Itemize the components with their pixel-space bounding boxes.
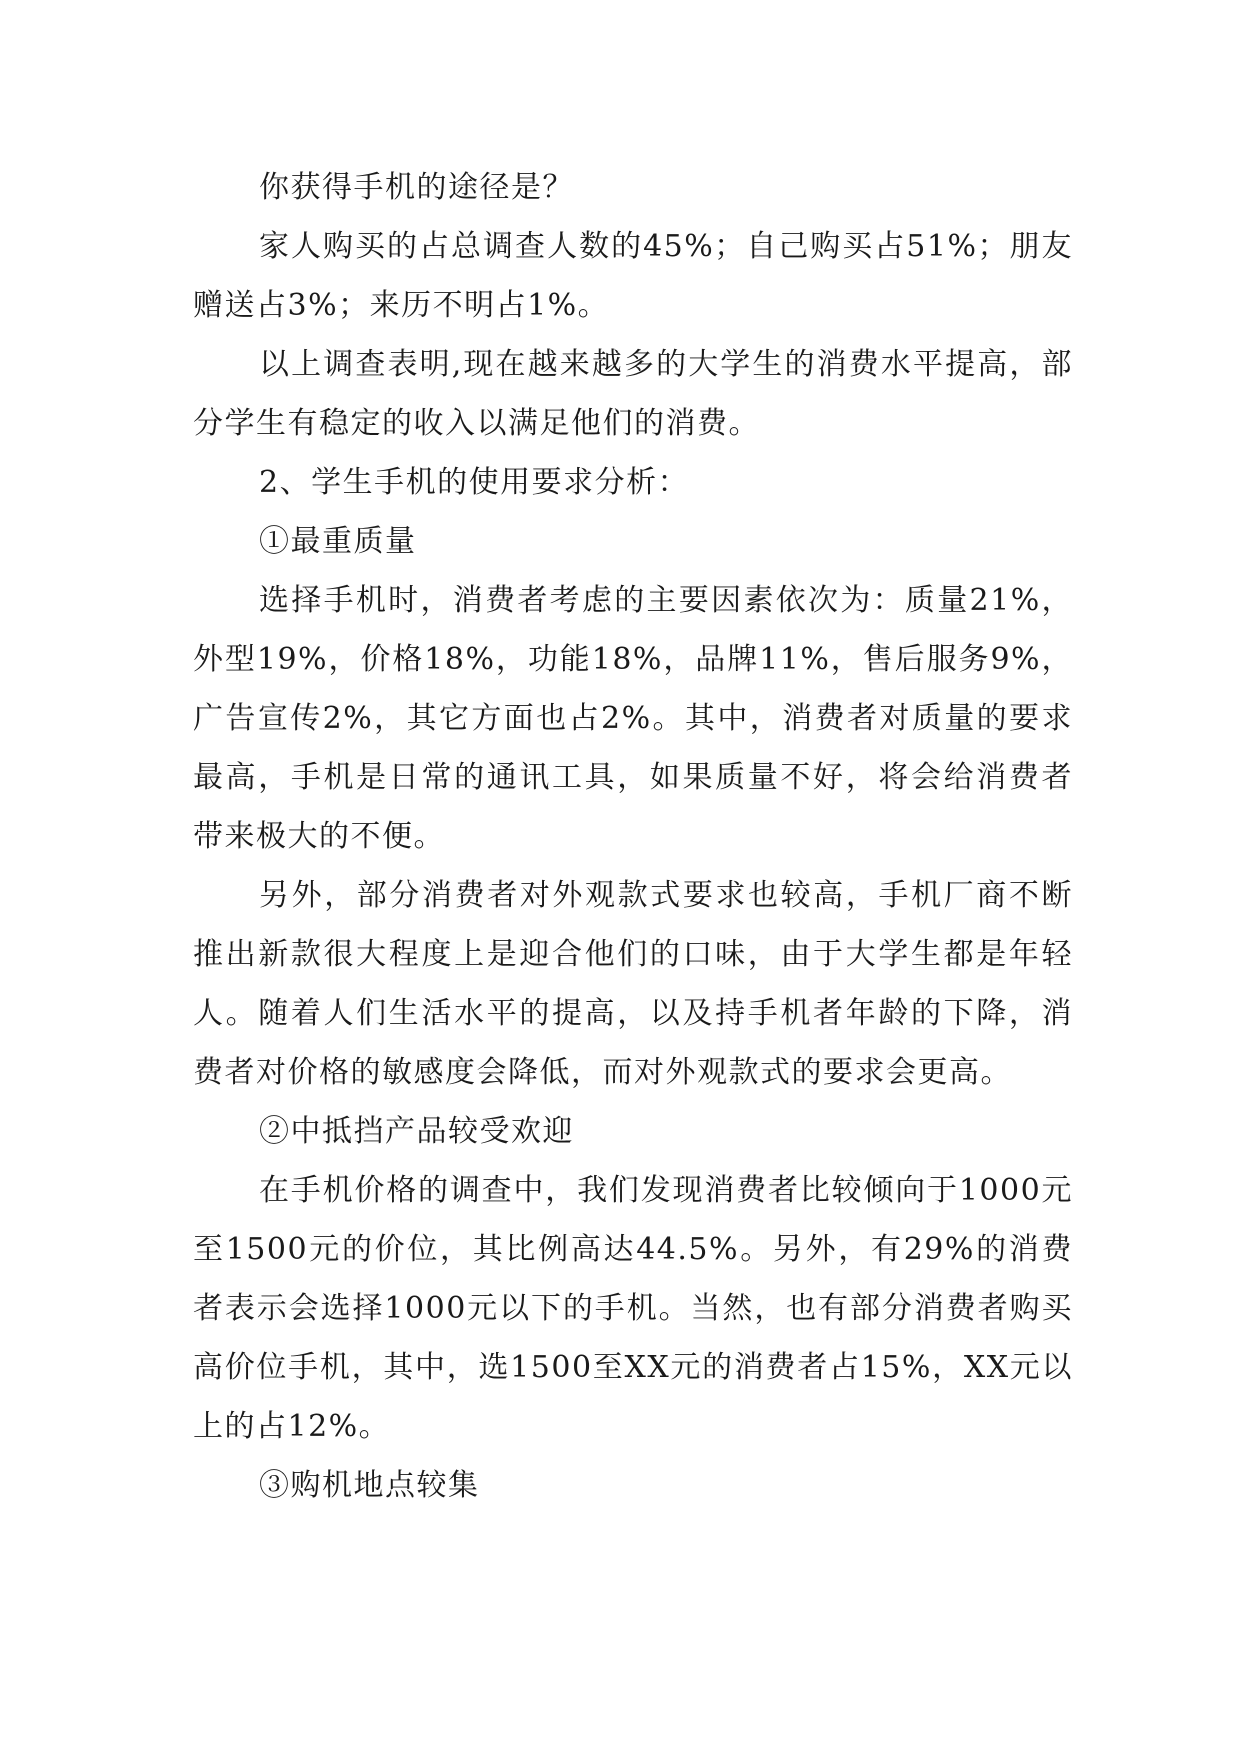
appearance-paragraph: 另外，部分消费者对外观款式要求也较高，手机厂商不断推出新款很大程度上是迎合他们的口味，由于大学生都是年轻人。随着人们生活水平的提高，以及持手机者年龄的下降，消费者对价格的敏感度会降低，而对外观款式的要求会更高。 <box>193 878 1073 1090</box>
acquisition-paragraph: 家人购买的占总调查人数的45%；自己购买占51%；朋友赠送占3%；来历不明占1%。 <box>193 229 1073 323</box>
subheading-price: ②中抵挡产品较受欢迎 <box>259 1114 574 1149</box>
conclusion-paragraph: 以上调查表明,现在越来越多的大学生的消费水平提高，部分学生有稳定的收入以满足他们的消费。 <box>193 347 1073 441</box>
question-heading: 你获得手机的途径是？ <box>259 170 574 205</box>
price-paragraph: 在手机价格的调查中，我们发现消费者比较倾向于1000元至1500元的价位，其比例高达44.5%。另外，有29%的消费者表示会选择1000元以下的手机。当然，也有部分消费者购买高价位手机，其中，选1500至XX元的消费者占15%，XX元以上的占12%。 <box>193 1173 1073 1444</box>
quality-paragraph: 选择手机时，消费者考虑的主要因素依次为：质量21%，外型19%，价格18%，功能18%，品牌11%，售后服务9%，广告宣传2%，其它方面也占2%。其中，消费者对质量的要求最高，手机是日常的通讯工具，如果质量不好，将会给消费者带来极大的不便。 <box>193 583 1073 854</box>
section-heading: 2、学生手机的使用要求分析： <box>259 465 690 500</box>
subheading-quality: ①最重质量 <box>259 524 417 559</box>
subheading-location: ③购机地点较集 <box>259 1468 480 1503</box>
document-body <box>193 158 1073 1515</box>
